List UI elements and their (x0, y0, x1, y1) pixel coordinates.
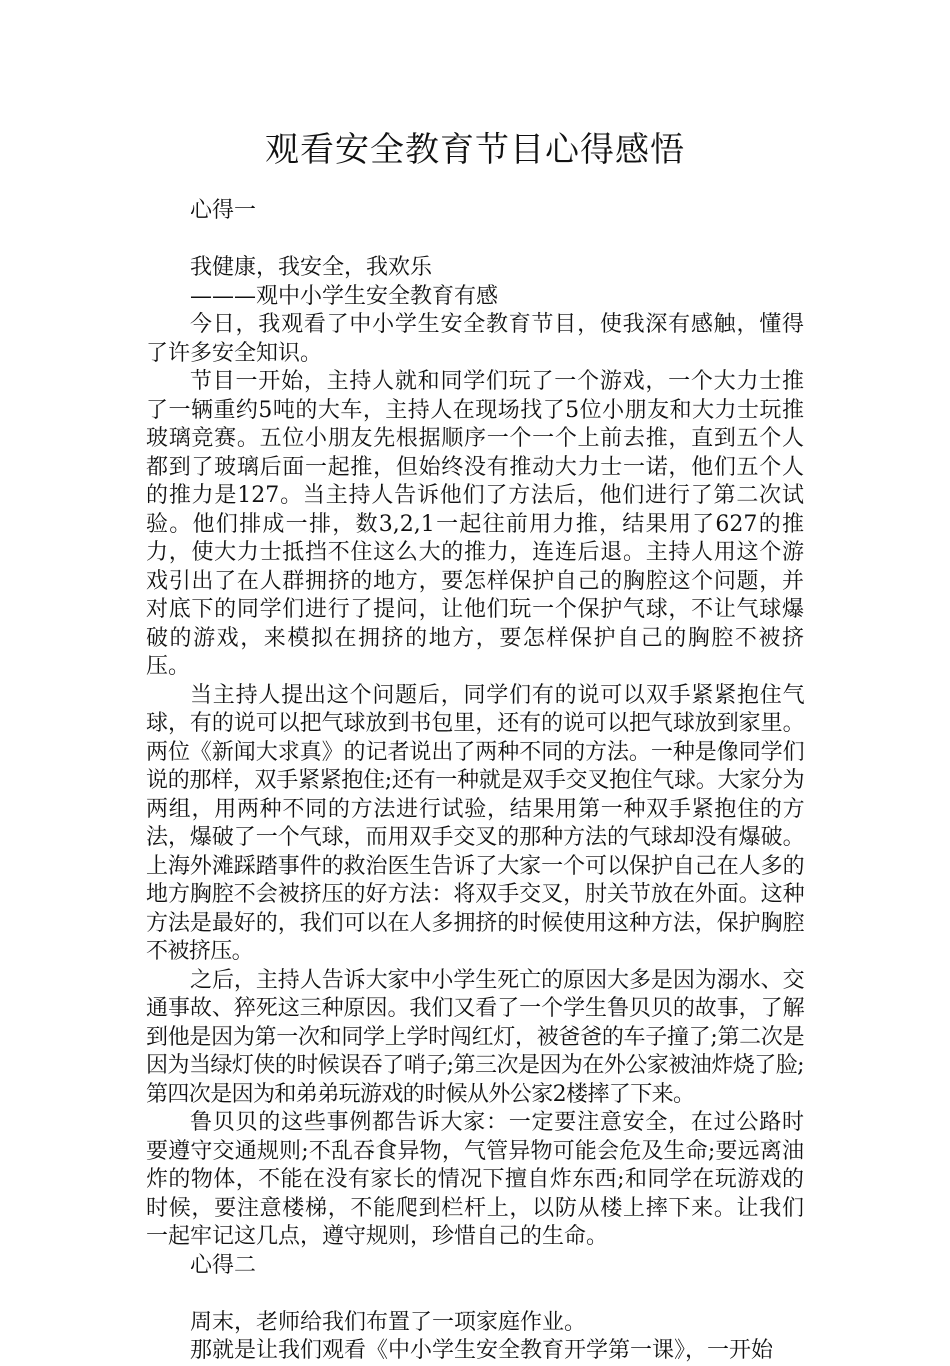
document-body (146, 197, 804, 1366)
blank-line (146, 1280, 804, 1309)
section-heading-2: 心得二 (190, 1252, 257, 1278)
paragraph: 那就是让我们观看《中小学生安全教育开学第一课》，一开始 (190, 1338, 774, 1363)
paragraph: 周末，老师给我们布置了一项家庭作业。 (190, 1309, 587, 1335)
essay-subtitle: 我健康，我安全，我欢乐 (190, 255, 433, 280)
document-title: 观看安全教育节目心得感悟 (265, 130, 685, 170)
section-heading-1: 心得一 (190, 198, 257, 223)
paragraph: 鲁贝贝的这些事例都告诉大家：一定要注意安全，在过公路时要遵守交通规则;不乱吞食异物，气管异物可能会危及生命;要远离油炸的物体，不能在没有家长的情况下擅自炸东西;和同学在玩游戏的时候，要注意楼梯，不能爬到栏杆上，以防从楼上摔下来。让我们一起牢记这几点，遵守规则，珍惜自己的生命。 (146, 1110, 804, 1249)
paragraph: 之后，主持人告诉大家中小学生死亡的原因大多是因为溺水、交通事故、猝死这三种原因。我们又看了一个学生鲁贝贝的故事，了解到他是因为第一次和同学上学时闯红灯，被爸爸的车子撞了;第二次是因为当绿灯侠的时候误吞了哨子;第三次是因为在外公家被油炸烧了脸;第四次是因为和弟弟玩游戏的时候从外公家2楼摔了下来。 (146, 967, 804, 1107)
essay-byline: ———观中小学生安全教育有感 (190, 283, 499, 309)
paragraph: 今日，我观看了中小学生安全教育节目，使我深有感触，懂得了许多安全知识。 (146, 312, 804, 366)
paragraph: 当主持人提出这个问题后，同学们有的说可以双手紧紧抱住气球，有的说可以把气球放到书包里，还有的说可以把气球放到家里。两位《新闻大求真》的记者说出了两种不同的方法。一种是像同学们说的那样，双手紧紧抱住;还有一种就是双手交叉抱住气球。大家分为两组，用两种不同的方法进行试验，结果用第一种双手紧抱住的方法，爆破了一个气球，而用双手交叉的那种方法的气球却没有爆破。上海外滩踩踏事件的救治医生告诉了大家一个可以保护自己在人多的地方胸腔不会被挤压的好方法：将双手交叉，肘关节放在外面。这种方法是最好的，我们可以在人多拥挤的时候使用这种方法，保护胸腔不被挤压。 (146, 682, 804, 964)
paragraph: 节目一开始，主持人就和同学们玩了一个游戏，一个大力士推了一辆重约5吨的大车，主持人在现场找了5位小朋友和大力士玩推玻璃竞赛。五位小朋友先根据顺序一个一个上前去推，直到五个人都到了玻璃后面一起推，但始终没有推动大力士一诺，他们五个人的推力是127。当主持人告诉他们了方法后，他们进行了第二次试验。他们排成一排，数3,2,1一起往前用力推，结果用了627的推力，使大力士抵挡不住这么大的推力，连连后退。主持人用这个游戏引出了在人群拥挤的地方，要怎样保护自己的胸腔这个问题，并对底下的同学们进行了提问，让他们玩一个保护气球，不让气球爆破的游戏，来模拟在拥挤的地方，要怎样保护自己的胸腔不被挤压。 (146, 369, 804, 679)
blank-line (146, 226, 804, 255)
